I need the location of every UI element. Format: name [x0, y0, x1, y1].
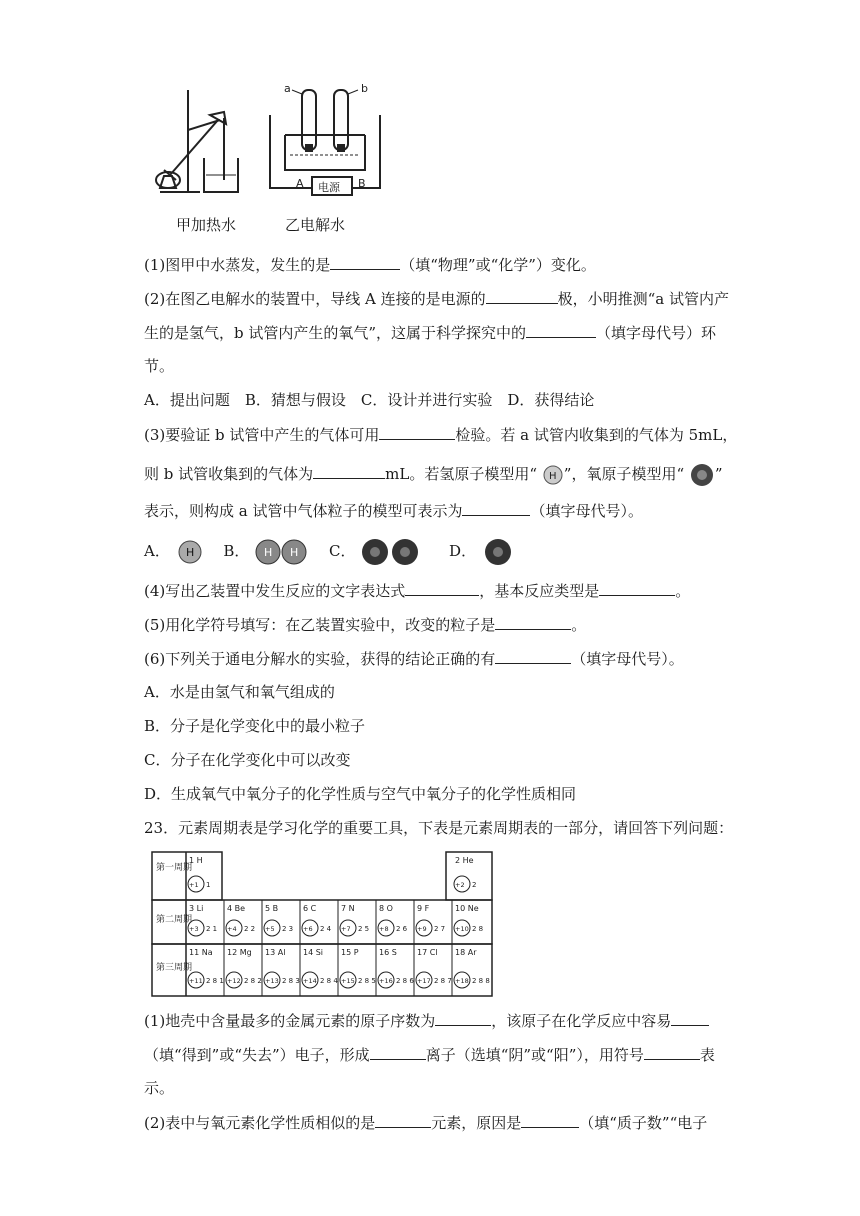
power-label: 电源 [318, 181, 340, 194]
svg-text:10 Ne: 10 Ne [455, 904, 479, 913]
element-cell-C [300, 900, 332, 944]
svg-text:H: H [290, 546, 299, 559]
q1-part3-line2: 则 b 试管收集到的气体为 mL。若氢原子模型用“ H ”，氧原子模型用“ ” [144, 462, 723, 488]
answer-blank[interactable] [375, 1112, 431, 1128]
svg-text:2 6: 2 6 [396, 925, 408, 933]
answer-blank[interactable] [644, 1044, 700, 1060]
figure-caption-yi: 乙电解水 [285, 216, 346, 234]
element-cell-Ar [452, 944, 490, 996]
q23-part1-line1: (1)地壳中含量最多的金属元素的原子序数为 ，该原子在化学反应中容易 [144, 1010, 709, 1031]
svg-text:2: 2 [472, 881, 477, 889]
q1-part3-line3: 表示，则构成 a 试管中气体粒子的模型可表示为 （填字母代号）。 [144, 502, 643, 520]
answer-blank[interactable] [379, 424, 455, 440]
svg-text:15 P: 15 P [341, 948, 359, 957]
oxygen-atom-icon [689, 462, 715, 488]
answer-blank[interactable] [495, 648, 571, 664]
svg-text:+12: +12 [227, 977, 241, 985]
svg-text:+1: +1 [189, 881, 199, 889]
answer-blank[interactable] [526, 322, 596, 338]
svg-text:16 S: 16 S [379, 948, 397, 957]
q23-part1-line3: 示。 [144, 1079, 175, 1097]
element-cell-S [376, 944, 414, 996]
svg-text:H: H [264, 546, 273, 559]
answer-blank[interactable] [486, 288, 558, 304]
svg-text:+7: +7 [341, 925, 351, 933]
svg-text:3 Li: 3 Li [189, 904, 204, 913]
element-cell-Be [224, 900, 255, 944]
svg-text:+2: +2 [455, 881, 465, 889]
answer-blank[interactable] [405, 580, 479, 596]
svg-text:5 B: 5 B [265, 904, 279, 913]
answer-blank[interactable] [495, 614, 571, 630]
q1-part4: (4)写出乙装置中发生反应的文字表达式 ，基本反应类型是 。 [144, 582, 691, 600]
q1-part3-line1: (3)要验证 b 试管中产生的气体可用 检验。若 a 试管内收集到的气体为 5mL， [144, 426, 738, 444]
period-1-label: 第一周期 [156, 863, 193, 873]
svg-text:9 F: 9 F [417, 904, 430, 913]
element-cell-Al [262, 944, 300, 996]
q1-part2-line1: (2)在图乙电解水的装置中，导线 A 连接的是电源的 极，小明推测“a 试管内产 [144, 290, 730, 308]
q1-part2-options: A．提出问题 B．猜想与假设 C．设计并进行实验 D．获得结论 [144, 391, 595, 409]
apparatus-figures [140, 80, 400, 200]
hydrogen-molecule-model-icon [254, 538, 310, 566]
svg-text:7 N: 7 N [341, 904, 355, 913]
periodic-table-figure [150, 850, 500, 998]
svg-text:11 Na: 11 Na [189, 948, 213, 957]
svg-text:+9: +9 [417, 925, 427, 933]
svg-text:13 Al: 13 Al [265, 948, 286, 957]
svg-text:17 Cl: 17 Cl [417, 948, 438, 957]
q1-part6: (6)下列关于通电分解水的实验，获得的结论正确的有 （填字母代号）。 [144, 650, 684, 668]
answer-blank[interactable] [435, 1010, 491, 1026]
svg-text:2 2: 2 2 [244, 925, 256, 933]
element-cell-Na [188, 948, 224, 988]
option-C[interactable]: C． [329, 538, 422, 566]
element-cell-O [376, 900, 408, 944]
q1-part1: (1)图甲中水蒸发，发生的是 （填“物理”或“化学”）变化。 [144, 256, 596, 274]
svg-text:2 8: 2 8 [472, 925, 484, 933]
svg-text:2 8 6: 2 8 6 [396, 977, 414, 985]
element-cell-P [338, 944, 376, 996]
option-D[interactable]: D． [449, 538, 515, 566]
svg-text:+17: +17 [417, 977, 431, 985]
label-A: A [296, 177, 304, 190]
element-cell-N [338, 900, 369, 944]
svg-text:2 4: 2 4 [320, 925, 332, 933]
element-cell-He [454, 856, 476, 892]
single-hydrogen-model-icon [175, 539, 205, 565]
q1-part6-option-D[interactable]: D．生成氧气中氧分子的化学性质与空气中氧分子的化学性质相同 [144, 785, 577, 803]
q1-part2-line3: 节。 [144, 357, 175, 375]
svg-text:H: H [548, 471, 557, 482]
svg-text:H: H [185, 546, 194, 559]
element-cell-F [414, 900, 445, 944]
svg-text:2 7: 2 7 [434, 925, 446, 933]
svg-text:1: 1 [206, 881, 211, 889]
hydrogen-atom-icon [542, 464, 564, 486]
element-cell-Li [188, 904, 217, 936]
svg-text:+15: +15 [341, 977, 355, 985]
q1-part5: (5)用化学符号填写：在乙装置实验中，改变的粒子是 。 [144, 616, 587, 634]
element-cell-Cl [414, 944, 452, 996]
svg-text:+5: +5 [265, 925, 275, 933]
svg-text:2 8 2: 2 8 2 [244, 977, 262, 985]
label-a: a [284, 82, 291, 95]
q1-part6-option-C[interactable]: C．分子在化学变化中可以改变 [144, 751, 351, 769]
period-2-label: 第二周期 [156, 915, 193, 925]
answer-blank[interactable] [462, 500, 530, 516]
svg-text:6 C: 6 C [303, 904, 317, 913]
svg-text:18 Ar: 18 Ar [455, 948, 477, 957]
answer-blank[interactable] [671, 1010, 709, 1026]
q23-part1-line2: （填“得到”或“失去”）电子，形成 离子（选填“阴”或“阳”），用符号 表 [144, 1046, 715, 1064]
option-A[interactable]: A． H [144, 538, 205, 565]
svg-text:2 8 3: 2 8 3 [282, 977, 300, 985]
q1-model-options [144, 538, 515, 564]
oxygen-molecule-model-icon [360, 538, 422, 566]
svg-text:2 8 8: 2 8 8 [472, 977, 490, 985]
svg-text:+18: +18 [455, 977, 469, 985]
period-3-label: 第三周期 [156, 963, 193, 973]
figure-caption-jia: 甲加热水 [176, 216, 237, 234]
label-B: B [358, 177, 366, 190]
svg-text:2 1: 2 1 [206, 925, 218, 933]
q1-part6-option-B[interactable]: B．分子是化学变化中的最小粒子 [144, 717, 366, 735]
answer-blank[interactable] [370, 1044, 426, 1060]
svg-text:2 5: 2 5 [358, 925, 370, 933]
svg-text:2 8 1: 2 8 1 [206, 977, 224, 985]
svg-text:+4: +4 [227, 925, 237, 933]
q1-part6-option-A[interactable]: A．水是由氢气和氧气组成的 [144, 683, 335, 701]
label-b: b [361, 82, 368, 95]
answer-blank[interactable] [330, 254, 400, 270]
svg-text:2 8 7: 2 8 7 [434, 977, 452, 985]
svg-text:+14: +14 [303, 977, 317, 985]
svg-text:2 8 4: 2 8 4 [320, 977, 338, 985]
svg-text:14 Si: 14 Si [303, 948, 324, 957]
answer-blank[interactable] [313, 463, 385, 479]
svg-text:+3: +3 [189, 925, 199, 933]
svg-text:2 3: 2 3 [282, 925, 294, 933]
q23-title: 23．元素周期表是学习化学的重要工具，下表是元素周期表的一部分，请回答下列问题： [144, 819, 734, 837]
svg-text:4 Be: 4 Be [227, 904, 246, 913]
svg-text:+10: +10 [455, 925, 469, 933]
svg-text:2 He: 2 He [455, 856, 474, 865]
element-cell-Mg [224, 944, 262, 996]
svg-text:+6: +6 [303, 925, 313, 933]
svg-text:2 8 5: 2 8 5 [358, 977, 376, 985]
option-B[interactable]: B． H H [223, 538, 310, 566]
q1-part2-line2: 生的是氢气，b 试管内产生的氧气”，这属于科学探究中的 （填字母代号）环 [144, 324, 717, 342]
heating-apparatus [156, 90, 238, 192]
q23-part2: (2)表中与氧元素化学性质相似的是 元素，原因是 （填“质子数”“电子 [144, 1114, 708, 1132]
element-cell-H [188, 856, 210, 892]
element-cell-Ne [452, 900, 483, 944]
svg-text:+13: +13 [265, 977, 279, 985]
svg-text:+11: +11 [189, 977, 203, 985]
svg-text:+8: +8 [379, 925, 389, 933]
answer-blank[interactable] [599, 580, 675, 596]
svg-text:1 H: 1 H [189, 856, 203, 865]
answer-blank[interactable] [521, 1112, 579, 1128]
svg-text:8 O: 8 O [379, 904, 393, 913]
element-cell-Si [300, 944, 338, 996]
element-cell-B [262, 900, 293, 944]
svg-text:+16: +16 [379, 977, 393, 985]
svg-text:12 Mg: 12 Mg [227, 948, 252, 957]
single-oxygen-model-icon [481, 538, 515, 566]
